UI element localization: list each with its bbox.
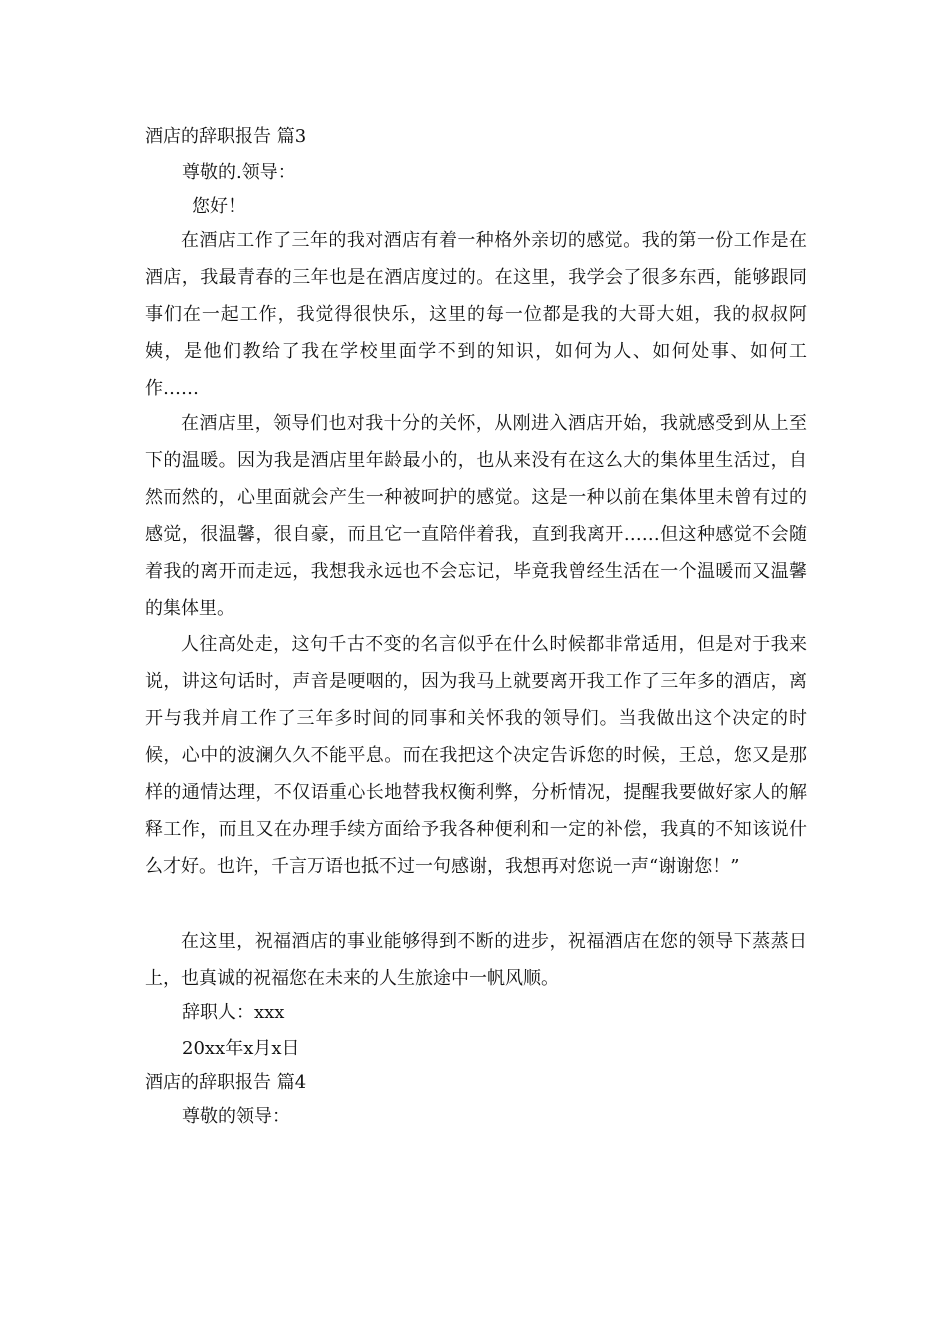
- date: 20xx年x月x日: [182, 1038, 300, 1059]
- body-paragraph-4: 在这里，祝福酒店的事业能够得到不断的进步，祝福酒店在您的领导下蒸蒸日上，也真诚的祝福您在未来的人生旅途中一帆风顺。: [145, 931, 807, 989]
- body-paragraph-2: 在酒店里，领导们也对我十分的关怀，从刚进入酒店开始，我就感受到从上至下的温暖。因为我是酒店里年龄最小的，也从来没有在这么大的集体里生活过，自然而然的，心里面就会产生一种被呵护的感觉。这是一种以前在集体里未曾有过的感觉，很温馨，很自豪，而且它一直陪伴着我，直到我离开……但这种感觉不会随着我的离开而走远，我想我永远也不会忘记，毕竟我曾经生活在一个温暖而又温馨的集体里。: [145, 413, 807, 619]
- heading-section-4: 酒店的辞职报告 篇4: [145, 1072, 307, 1093]
- heading-section-3: 酒店的辞职报告 篇3: [145, 126, 307, 147]
- signature: 辞职人：xxx: [182, 1002, 285, 1023]
- body-paragraph-3: 人往高处走，这句千古不变的名言似乎在什么时候都非常适用，但是对于我来说，讲这句话时，声音是哽咽的，因为我马上就要离开我工作了三年多的酒店，离开与我并肩工作了三年多时间的同事和关怀我的领导们。当我做出这个决定的时候，心中的波澜久久不能平息。而在我把这个决定告诉您的时候，王总，您又是那样的通情达理，不仅语重心长地替我权衡利弊，分析情况，提醒我要做好家人的解释工作，而且又在办理手续方面给予我各种便利和一定的补偿，我真的不知该说什么才好。也许，千言万语也抵不过一句感谢，我想再对您说一声“谢谢您！”: [145, 634, 807, 877]
- salutation-section-4: 尊敬的领导：: [182, 1106, 290, 1127]
- body-paragraph-1: 在酒店工作了三年的我对酒店有着一种格外亲切的感觉。我的第一份工作是在酒店，我最青春的三年也是在酒店度过的。在这里，我学会了很多东西，能够跟同事们在一起工作，我觉得很快乐，这里的每一位都是我的大哥大姐，我的叔叔阿姨，是他们教给了我在学校里面学不到的知识，如何为人、如何处事、如何工作……: [145, 230, 807, 399]
- greeting: 您好！: [192, 196, 246, 217]
- salutation: 尊敬的.领导：: [182, 162, 296, 183]
